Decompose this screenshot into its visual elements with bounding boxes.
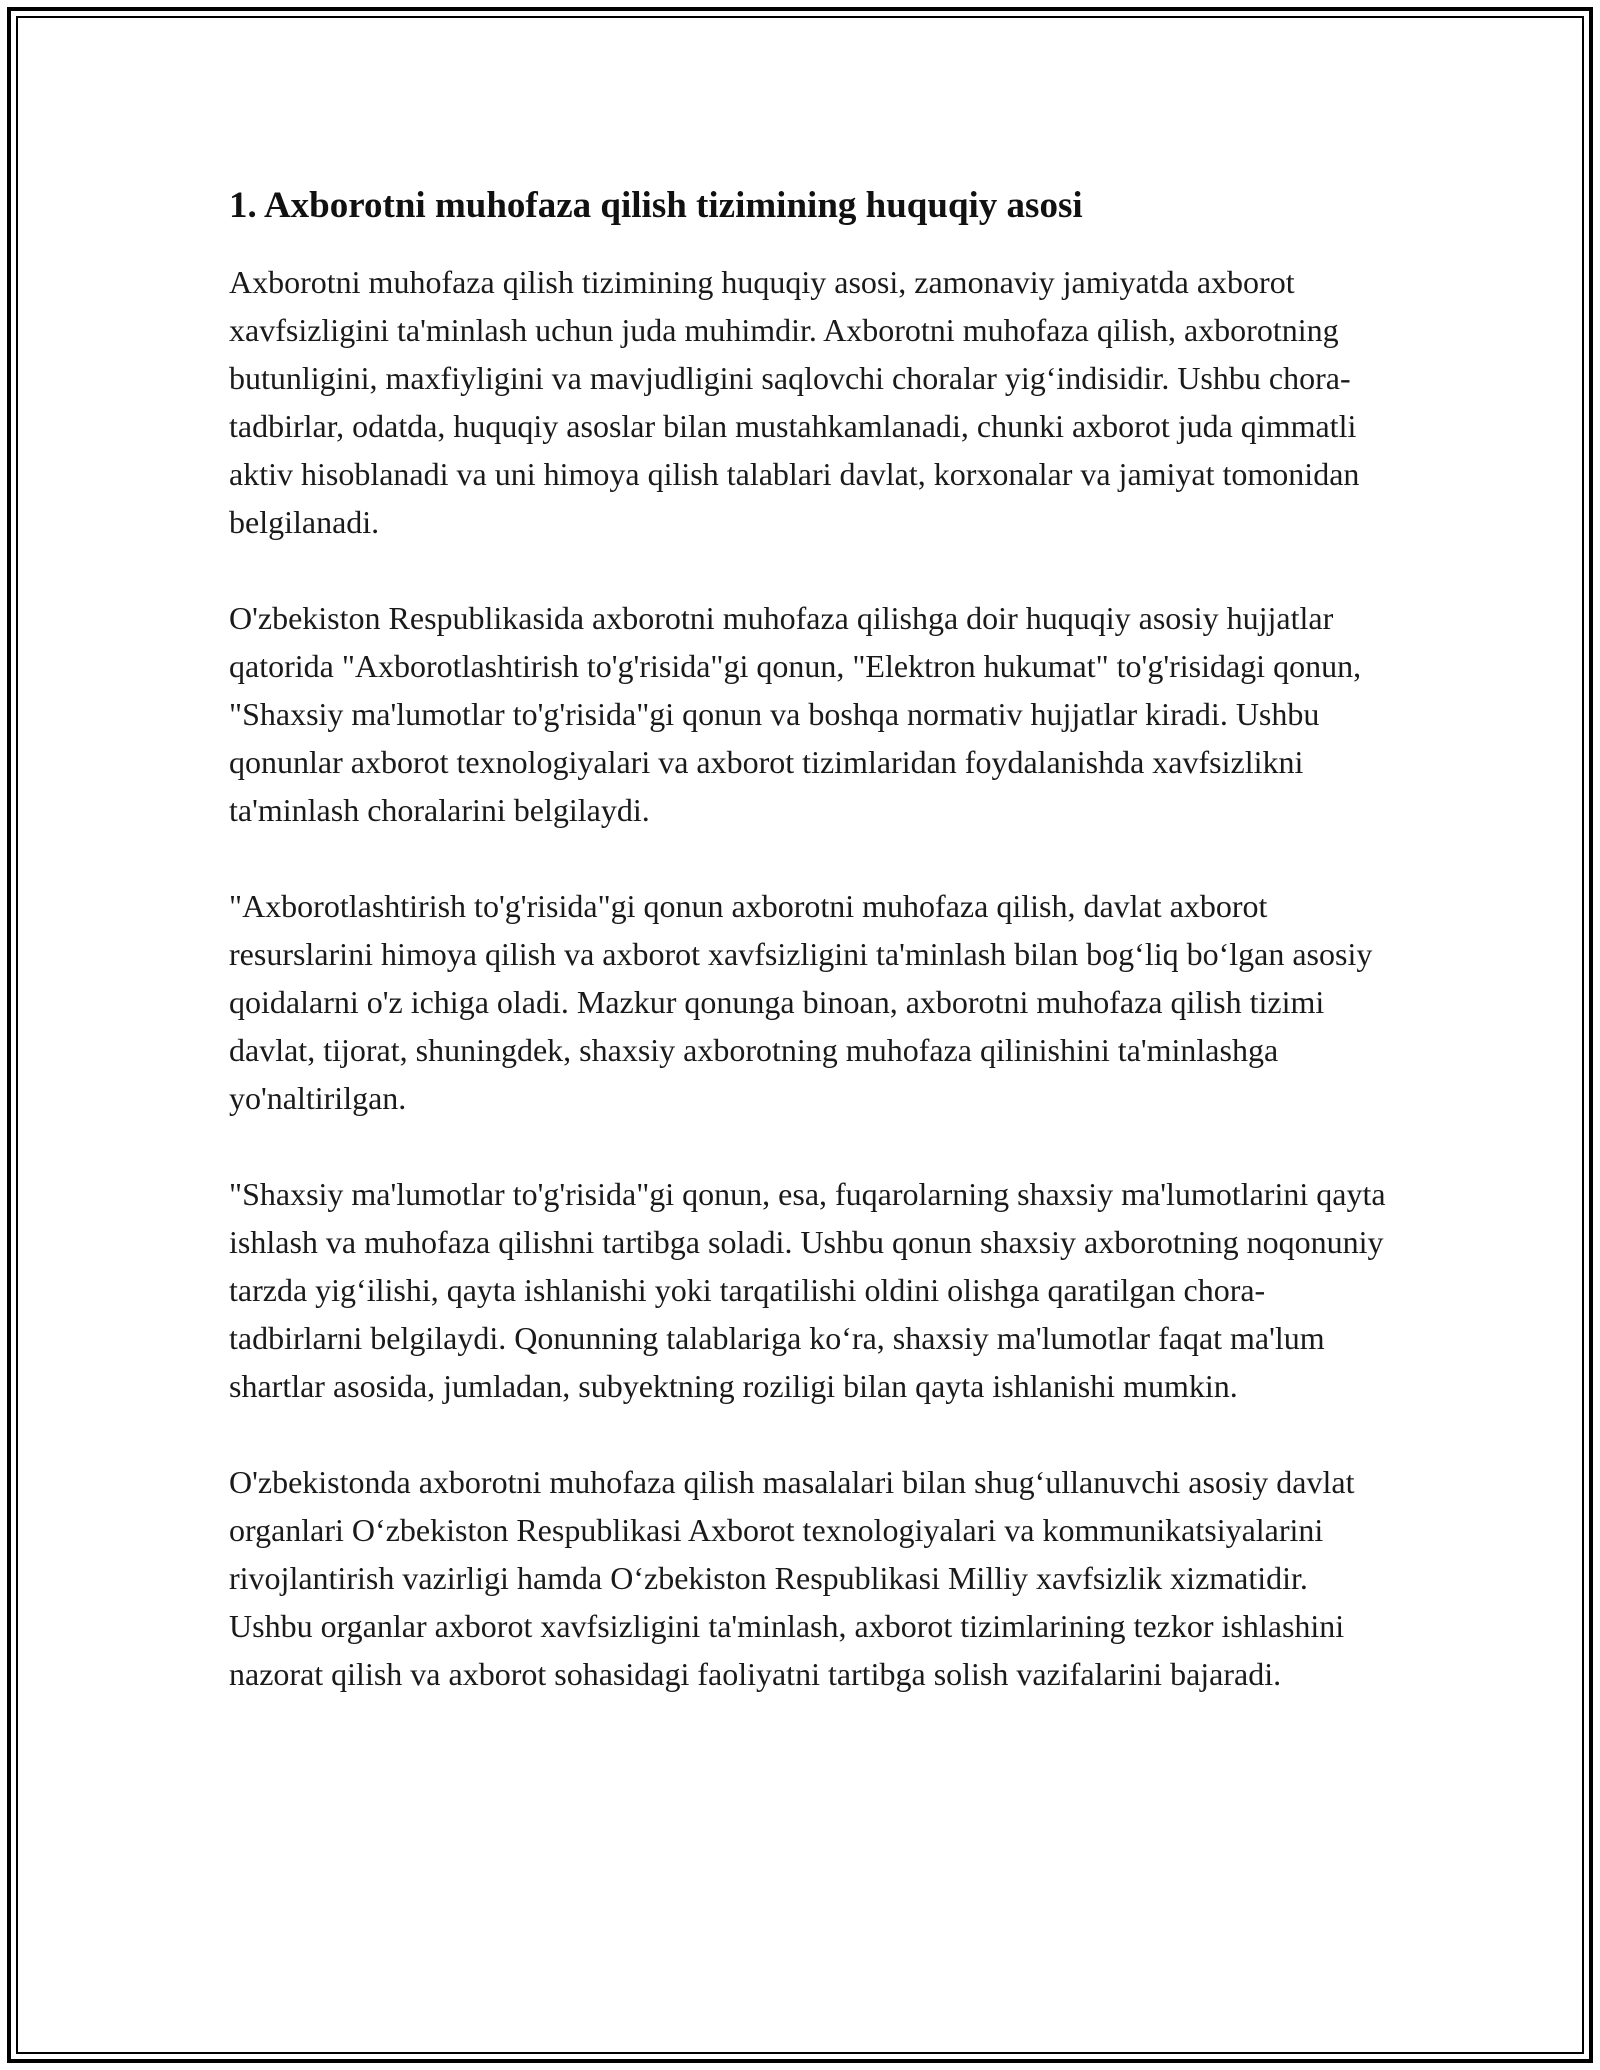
section-title: 1. Axborotni muhofaza qilish tizimining huquqiy asosi <box>229 185 1083 226</box>
paragraph-3: "Axborotlashtirish to'g'risida"gi qonun axborotni muhofaza qilish, davlat axborot resurslarini himoya qilish va axborot xavfsizligini ta'minlash bilan bog‘liq bo‘lgan asosiy qoidalarni o'z ichiga oladi. Mazkur qonunga binoan, axborotni muhofaza qilish tizimi davlat, tijorat, shuningdek, shaxsiy axborotning muhofaza qilinishini ta'minlashga yo'naltirilgan. <box>229 888 1373 1117</box>
paragraph-5: O'zbekistonda axborotni muhofaza qilish masalalari bilan shug‘ullanuvchi asosiy davlat organlari O‘zbekiston Respublikasi Axborot texnologiyalari va kommunikatsiyalarini rivojlantirish vazirligi hamda O‘zbekiston Respublikasi Milliy xavfsizlik xizmatidir. Ushbu organlar axborot xavfsizligini ta'minlash, axborot tizimlarining tezkor ishlashini nazorat qilish va axborot sohasidagi faoliyatni tartibga solish vazifalarini bajaradi. <box>229 1464 1355 1693</box>
paragraph-4: "Shaxsiy ma'lumotlar to'g'risida"gi qonun, esa, fuqarolarning shaxsiy ma'lumotlarini qayta ishlash va muhofaza qilishni tartibga soladi. Ushbu qonun shaxsiy axborotning noqonuniy tarzda yig‘ilishi, qayta ishlanishi yoki tarqatilishi oldini olishga qaratilgan chora-tadbirlarni belgilaydi. Qonunning talablariga ko‘ra, shaxsiy ma'lumotlar faqat ma'lum shartlar asosida, jumladan, subyektning roziligi bilan qayta ishlanishi mumkin. <box>229 1176 1386 1405</box>
paragraph-1: Axborotni muhofaza qilish tizimining huquqiy asosi, zamonaviy jamiyatda axborot xavfsizligini ta'minlash uchun juda muhimdir. Axborotni muhofaza qilish, axborotning butunligini, maxfiyligini va mavjudligini saqlovchi choralar yig‘indisidir. Ushbu chora-tadbirlar, odatda, huquqiy asoslar bilan mustahkamlanadi, chunki axborot juda qimmatli aktiv hisoblanadi va uni himoya qilish talablari davlat, korxonalar va jamiyat tomonidan belgilanadi. <box>229 264 1360 541</box>
paragraph-2: O'zbekiston Respublikasida axborotni muhofaza qilishga doir huquqiy asosiy hujjatlar qatorida "Axborotlashtirish to'g'risida"gi qonun, "Elektron hukumat" to'g'risidagi qonun, "Shaxsiy ma'lumotlar to'g'risida"gi qonun va boshqa normativ hujjatlar kiradi. Ushbu qonunlar axborot texnologiyalari va axborot tizimlaridan foydalanishda xavfsizlikni ta'minlash choralarini belgilaydi. <box>229 600 1362 829</box>
document-body <box>229 184 1389 1746</box>
